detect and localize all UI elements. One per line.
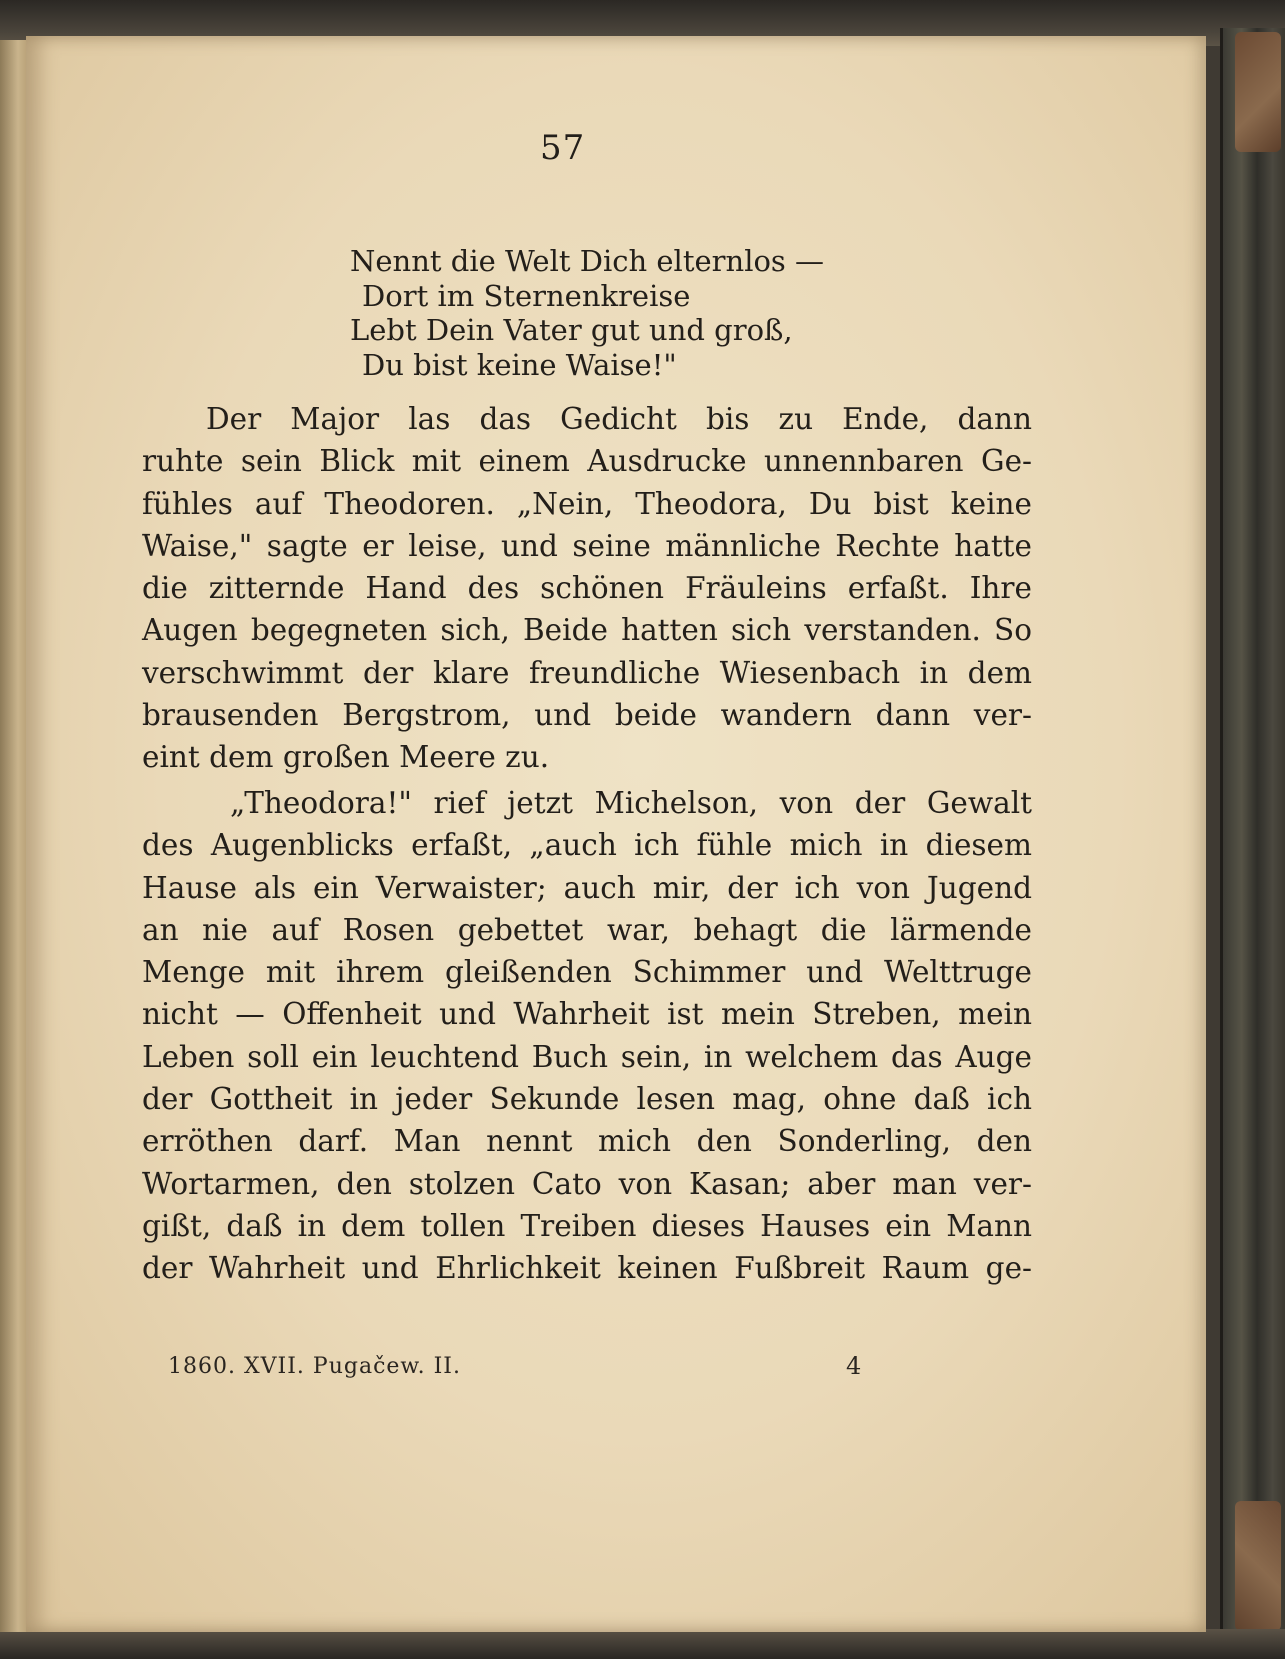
signature-mark: 4 [846, 1352, 862, 1380]
book-cover-edge [1220, 28, 1285, 1638]
poem-stanza [350, 244, 830, 382]
text-line: gißt, daß in dem tollen Treiben dieses Hauses ein Mann [142, 1208, 1032, 1243]
text-line: fühles auf Theodoren. „Nein, Theodora, Du bist keine [142, 486, 1032, 521]
text-line: Waise," sagte er leise, und seine männliche Rechte hatte [142, 528, 1032, 563]
poem-line: Dort im Sternenkreise [362, 278, 691, 313]
printer-signature: 1860. XVII. Pugačew. II. [168, 1354, 461, 1379]
text-line: erröthen darf. Man nennt mich den Sonderling, den [142, 1124, 1032, 1159]
text-line: Leben soll ein leuchtend Buch sein, in welchem das Auge [142, 1039, 1032, 1074]
text-line: der Wahrheit und Ehrlichkeit keinen Fußbreit Raum ge- [142, 1251, 1032, 1286]
text-line: Hause als ein Verwaister; auch mir, der ich von Jugend [142, 870, 1032, 905]
text-line: „Theodora!" rief jetzt Michelson, von der Gewalt [230, 786, 1032, 820]
text-line: Augen begegneten sich, Beide hatten sich verstanden. So [142, 613, 1032, 648]
poem-line: Nennt die Welt Dich elternlos — [350, 244, 825, 278]
text-line: Wortarmen, den stolzen Cato von Kasan; aber man ver- [142, 1166, 1032, 1201]
poem-line: Lebt Dein Vater gut und groß, [350, 313, 793, 347]
text-line: an nie auf Rosen gebettet war, behagt die lärmende [142, 912, 1032, 947]
page-number: 57 [540, 128, 586, 168]
poem-line: Du bist keine Waise!" [362, 347, 677, 382]
text-line: des Augenblicks erfaßt, „auch ich fühle mich in diesem [142, 828, 1032, 863]
text-line: eint dem großen Meere zu. [142, 740, 550, 775]
text-line: nicht — Offenheit und Wahrheit ist mein Streben, mein [142, 997, 1032, 1032]
text-line: die zitternde Hand des schönen Fräuleins erfaßt. Ihre [142, 571, 1032, 606]
text-line: brausenden Bergstrom, und beide wandern dann ver- [142, 698, 1032, 733]
text-line: Menge mit ihrem gleißenden Schimmer und Welttruge [142, 955, 1032, 990]
paragraph [142, 398, 1032, 779]
paragraph [142, 782, 1032, 1290]
text-line: ruhte sein Blick mit einem Ausdrucke unnennbaren Ge- [142, 444, 1032, 479]
text-line: Der Major las das Gedicht bis zu Ende, dann [206, 402, 1032, 436]
book-corner-top [1235, 32, 1281, 152]
text-line: verschwimmt der klare freundliche Wiesenbach in dem [142, 655, 1032, 690]
text-line: der Gottheit in jeder Sekunde lesen mag, ohne daß ich [142, 1082, 1032, 1117]
book-corner-bottom [1235, 1501, 1281, 1631]
book-binding-bottom [0, 1629, 1285, 1659]
